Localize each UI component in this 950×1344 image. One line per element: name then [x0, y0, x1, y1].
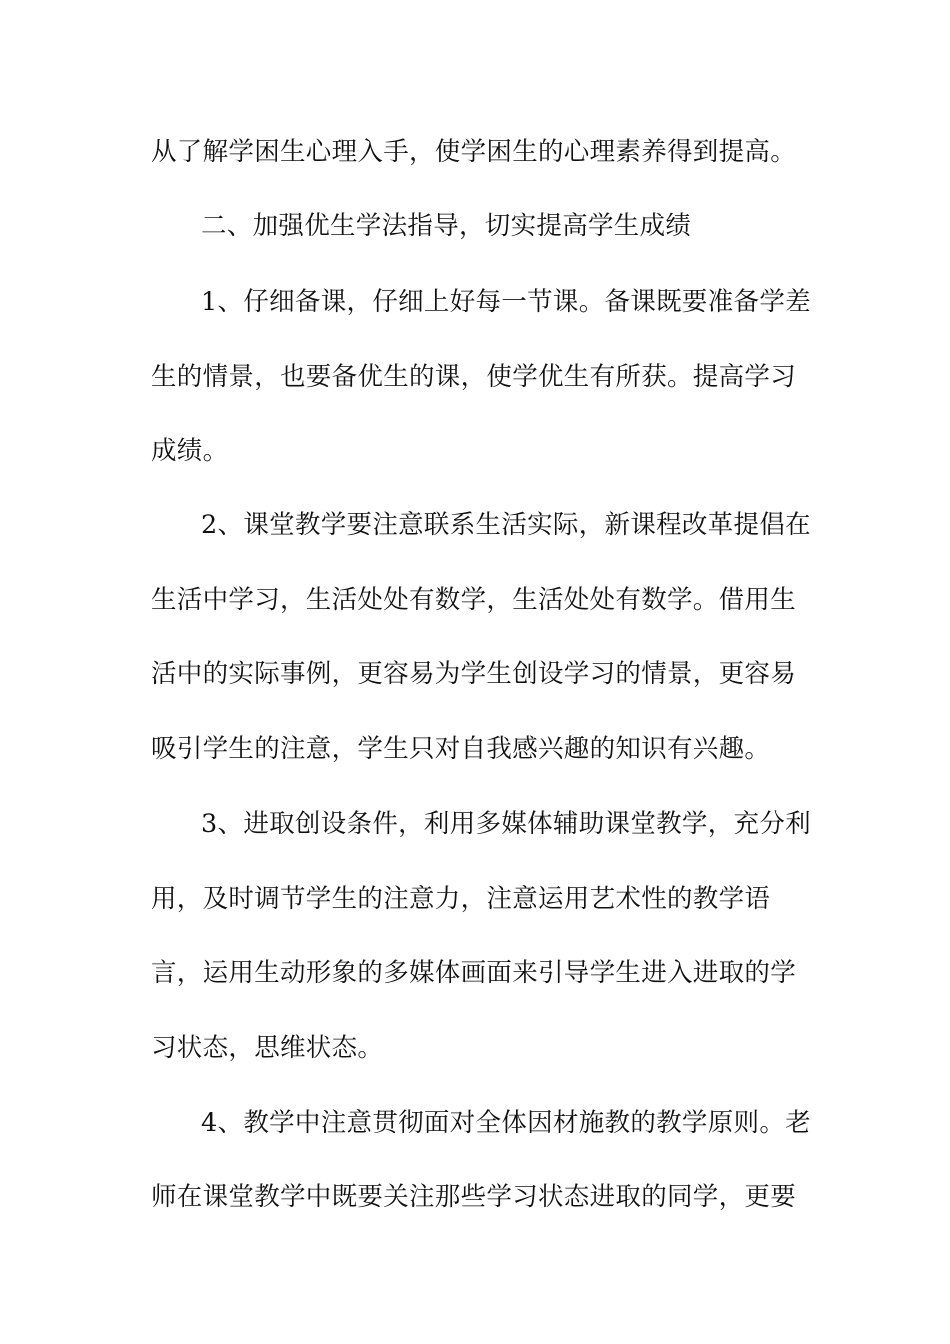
text-line: 吸引学生的注意，学生只对自我感兴趣的知识有兴趣。	[151, 734, 771, 764]
text-line: 4、教学中注意贯彻面对全体因材施教的教学原则。老	[201, 1108, 811, 1138]
text-line: 成绩。	[151, 436, 229, 466]
text-line: 生活中学习，生活处处有数学，生活处处有数学。借用生	[151, 585, 797, 615]
text-line: 1、仔细备课，仔细上好每一节课。备课既要准备学差	[201, 287, 811, 317]
text-line: 活中的实际事例，更容易为学生创设学习的情景，更容易	[151, 659, 797, 689]
text-line: 用，及时调节学生的注意力，注意运用艺术性的教学语	[151, 884, 771, 914]
section-heading: 二、加强优生学法指导，切实提高学生成绩	[201, 211, 692, 241]
text-line: 师在课堂教学中既要关注那些学习状态进取的同学，更要	[151, 1182, 797, 1212]
text-line: 生的情景，也要备优生的课，使学优生有所获。提高学习	[151, 362, 797, 392]
text-line: 言，运用生动形象的多媒体画面来引导学生进入进取的学	[151, 958, 797, 988]
text-line: 2、课堂教学要注意联系生活实际，新课程改革提倡在	[201, 510, 811, 540]
text-line: 3、进取创设条件，利用多媒体辅助课堂教学，充分利	[201, 809, 811, 839]
text-line: 习状态，思维状态。	[151, 1033, 384, 1063]
text-line: 从了解学困生心理入手，使学困生的心理素养得到提高。	[151, 137, 797, 167]
